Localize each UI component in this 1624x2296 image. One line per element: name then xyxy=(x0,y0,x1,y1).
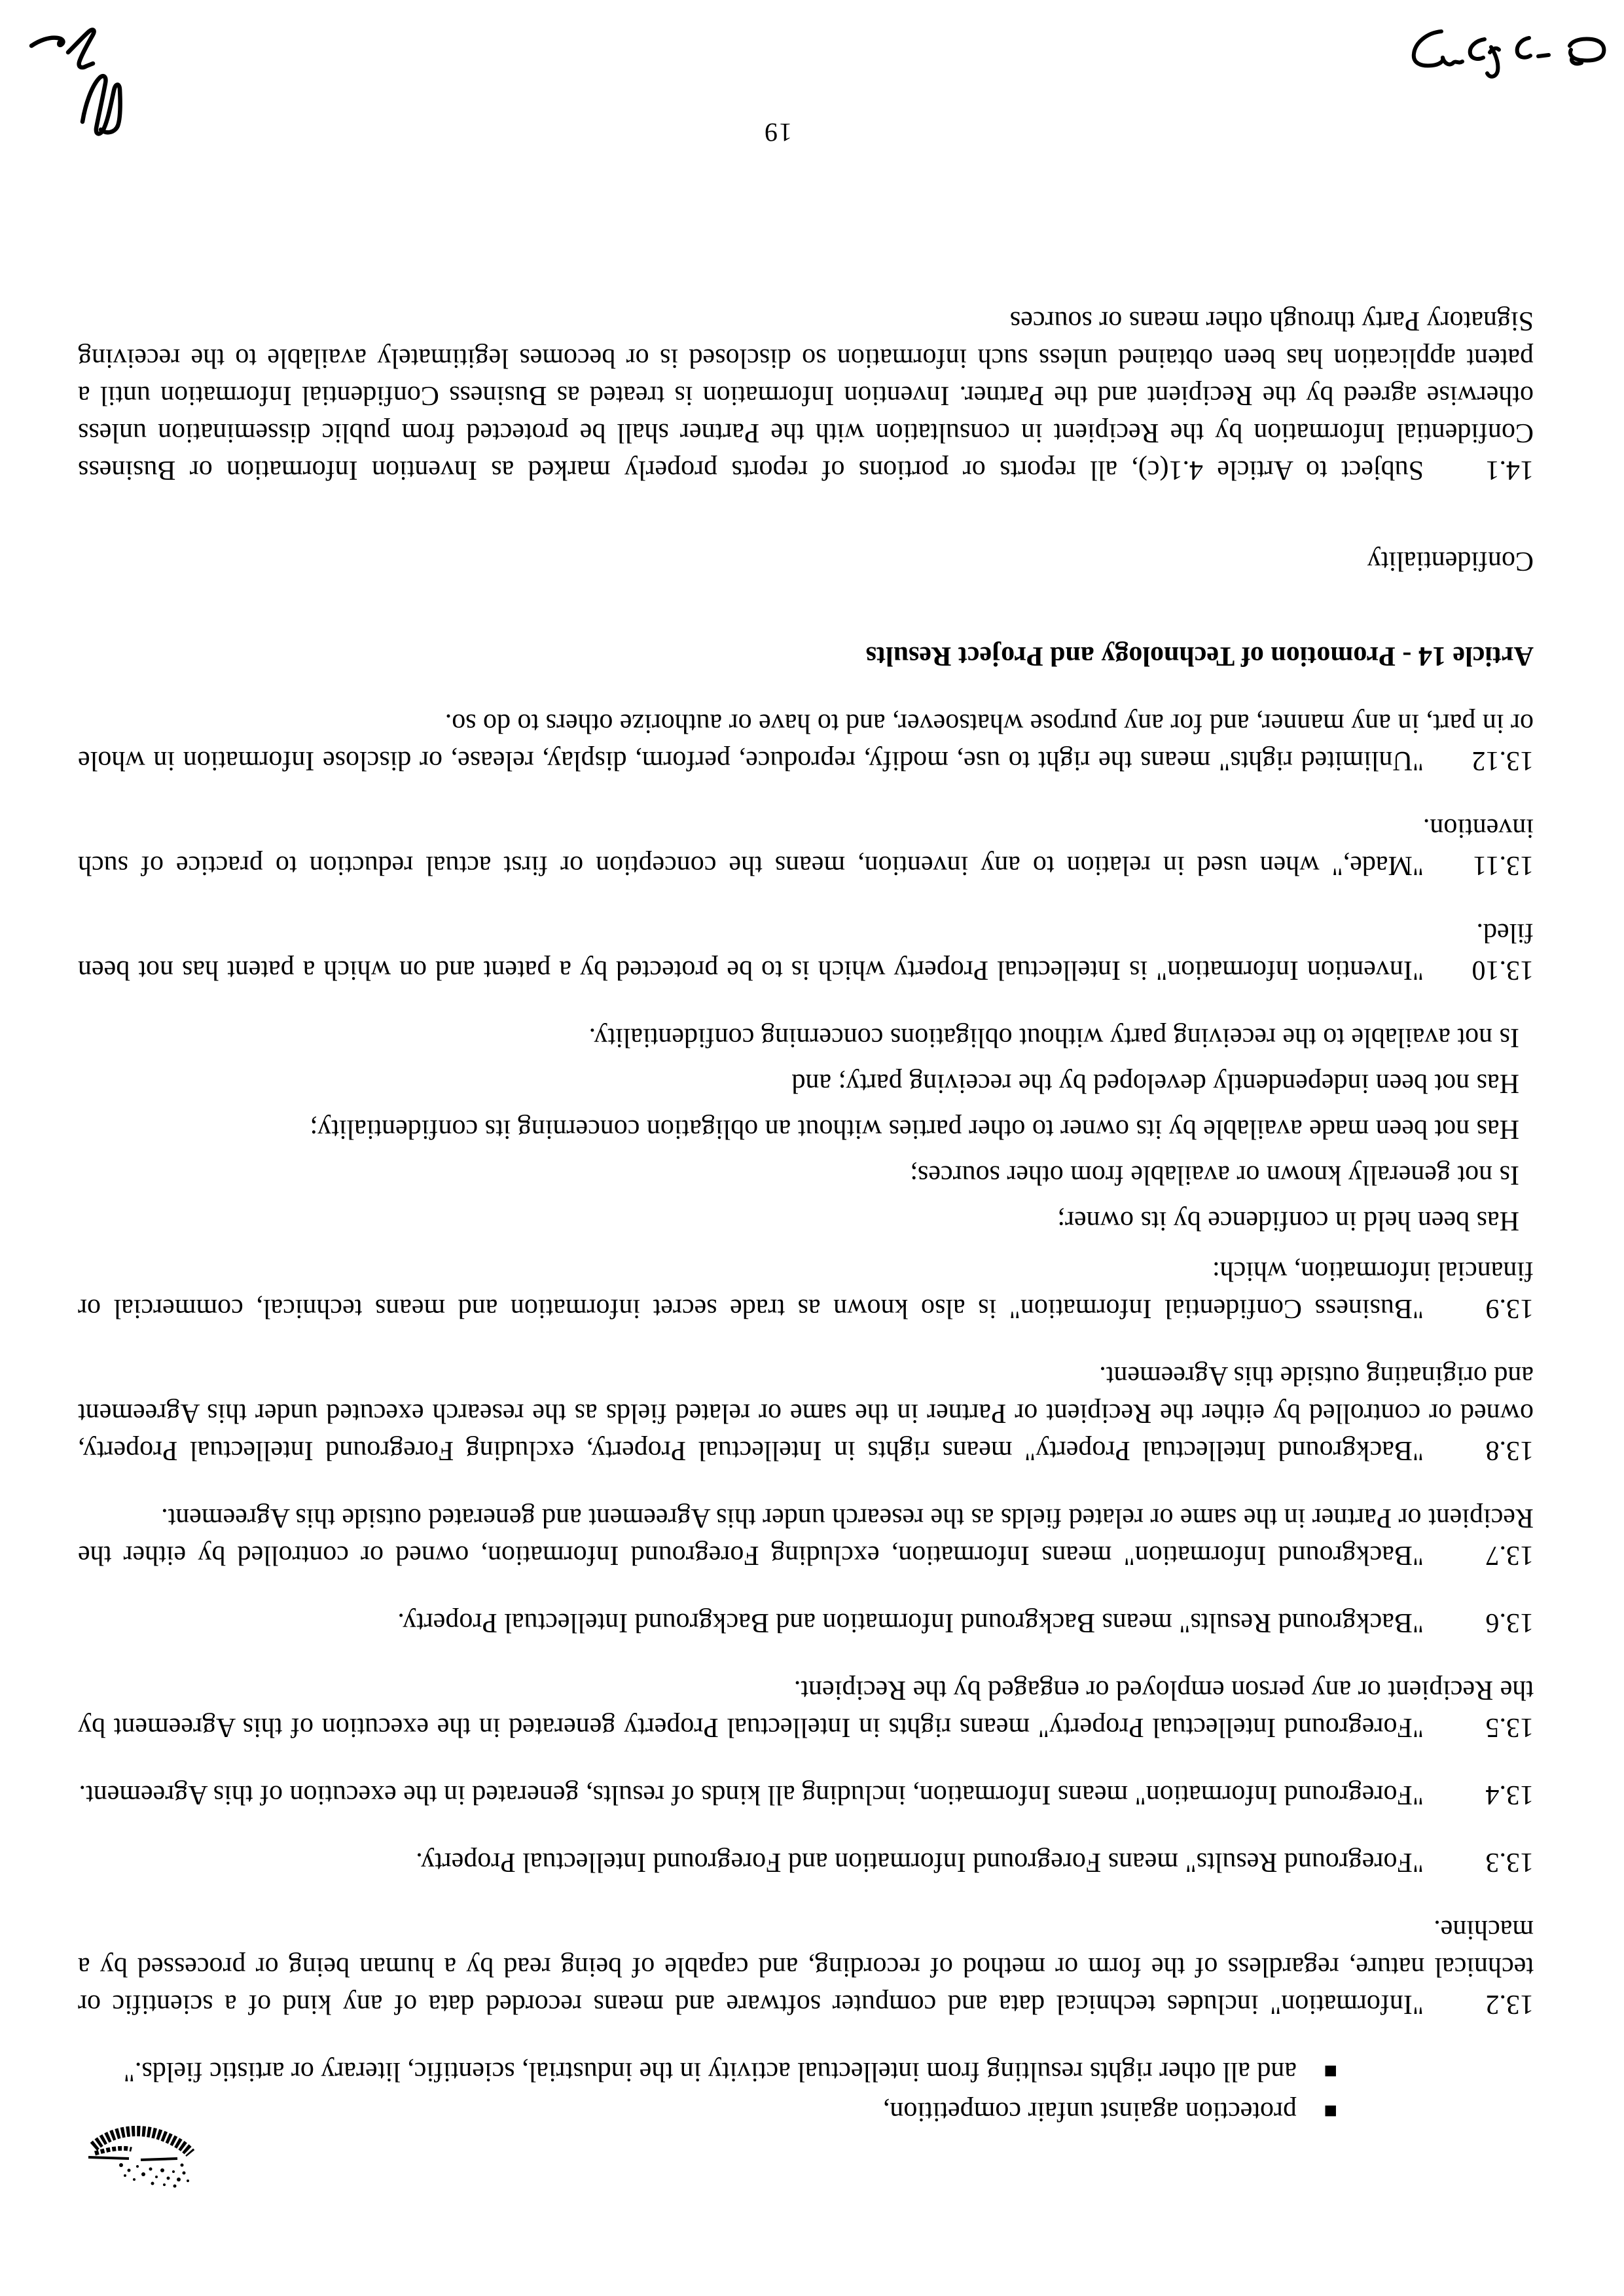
list-item-text: protection against unfair competition, xyxy=(882,2096,1297,2126)
confidential-criterion: Is not available to the receiving party without obligations concerning confidentiality. xyxy=(588,1022,1519,1052)
list-item xyxy=(79,2092,1337,2130)
clause-number: 13.3 xyxy=(1485,1847,1534,1877)
clause-13-12 xyxy=(78,704,1534,779)
clause-number: 13.4 xyxy=(1485,1780,1534,1810)
confidential-criterion: Has not been made available by its owner to other parties without an obligation concerning its confidentiality; xyxy=(310,1114,1519,1144)
clause-text: "Invention Information" is Intellectual Property which is to be protected by a patent and on which a patent has not been filed. xyxy=(78,918,1534,985)
clause-text: "Unlimited rights" means the right to use, modify, reproduce, perform, display, release, or disclose Information in whole or in part, in any manner, and for any purpose whatsoever, and to have or authorize others to do so. xyxy=(78,708,1534,776)
bullet-square-icon: ■ xyxy=(1324,2099,1337,2123)
clause-number: 13.11 xyxy=(1473,850,1534,880)
clause-14-1 xyxy=(78,302,1534,488)
clause-text: "Foreground Information" means Information, including all kinds of results, generated in the execution of this Agreement. xyxy=(79,1780,1424,1810)
confidential-criterion: Is not generally known or available from other sources; xyxy=(910,1160,1519,1190)
clause-13-6 xyxy=(78,1604,1534,1641)
clause-number: 13.7 xyxy=(1485,1540,1534,1570)
confidential-criterion: Has not been independently developed by the receiving party; and xyxy=(791,1068,1519,1098)
clause-13-11 xyxy=(78,809,1534,884)
clause-number: 13.6 xyxy=(1485,1607,1534,1638)
clause-number: 13.12 xyxy=(1471,745,1534,776)
clause-13-4 xyxy=(78,1776,1534,1813)
clause-13-9 xyxy=(78,1252,1534,1327)
article-14-heading: Article 14 - Promotion of Technology and Project Results xyxy=(865,641,1534,671)
clause-text: "Foreground Results" means Foreground Information and Foreground Intellectual Property. xyxy=(416,1847,1424,1877)
clause-text: Subject to Article 4.1(c), all reports or portions of reports properly marked as Invention Information or Business Confidential Information by the Recipient in consultation with the Partner shall be protected from public dissemination unless otherwise agreed by the Recipient and the Partner. Invention Information is treated as Business Confidential Information until a patent application has been obtained unless such information so disclosed is or becomes legitimately available to the receiving Signatory Party through other means or sources xyxy=(78,306,1534,485)
clause-number: 13.10 xyxy=(1471,955,1534,985)
confidentiality-label: Confidentiality xyxy=(1367,546,1534,576)
document-body xyxy=(78,302,1534,2130)
bullet-list xyxy=(79,2053,1337,2130)
clause-number: 13.5 xyxy=(1485,1712,1534,1742)
clause-text: "Business Confidential Information" is also known as trade secret information and means technical, commercial or financial information, which: xyxy=(78,1256,1534,1323)
clause-13-3 xyxy=(78,1843,1534,1880)
clause-text: "Background Intellectual Property" means rights in Intellectual Property, excluding Foreground Intellectual Property, owned or controlled by either the Recipient or Partner in the same or related fields as the research executed under this Agreement and originating outside this Agreement. xyxy=(78,1361,1534,1465)
clause-text: "Made," when used in relation to any invention, means the conception or first actual reduction to practice of such invention. xyxy=(78,813,1534,880)
clause-number: 14.1 xyxy=(1485,455,1534,485)
confidential-criterion: Has been held in confidence by its owner; xyxy=(1057,1206,1519,1236)
clause-13-8 xyxy=(78,1357,1534,1469)
clause-number: 13.8 xyxy=(1485,1435,1534,1465)
clause-number: 13.2 xyxy=(1485,1989,1534,2019)
clause-text: "Foreground Intellectual Property" means rights in Intellectual Property generated in the execution of this Agreement by the Recipient or any person employed or engaged by the Recipient. xyxy=(78,1675,1534,1742)
clause-13-2 xyxy=(78,1910,1534,2022)
list-item-text: and all other rights resulting from intellectual activity in the industrial, scientific, literary or artistic fields." xyxy=(123,2056,1297,2087)
clause-13-5 xyxy=(78,1671,1534,1746)
clause-text: "Information" includes technical data and computer software and means recorded data of any kind of a scientific or technical nature, regardless of the form or method of recording, and capable of being read by a human being or processed by a machine. xyxy=(78,1914,1534,2019)
clause-text: "Background Information" means Information, excluding Foreground Information, owned or controlled by either the Recipient or Partner in the same or related fields as the research under this Agreement and generated outside this Agreement. xyxy=(78,1503,1534,1570)
clause-13-7 xyxy=(78,1499,1534,1573)
list-item xyxy=(79,2053,1337,2090)
clause-text: "Background Results" means Background Information and Background Intellectual Property. xyxy=(397,1607,1424,1638)
clause-number: 13.9 xyxy=(1485,1293,1534,1323)
page-number: 19 xyxy=(763,118,792,147)
bullet-square-icon: ■ xyxy=(1324,2059,1337,2083)
clause-13-10 xyxy=(78,914,1534,988)
